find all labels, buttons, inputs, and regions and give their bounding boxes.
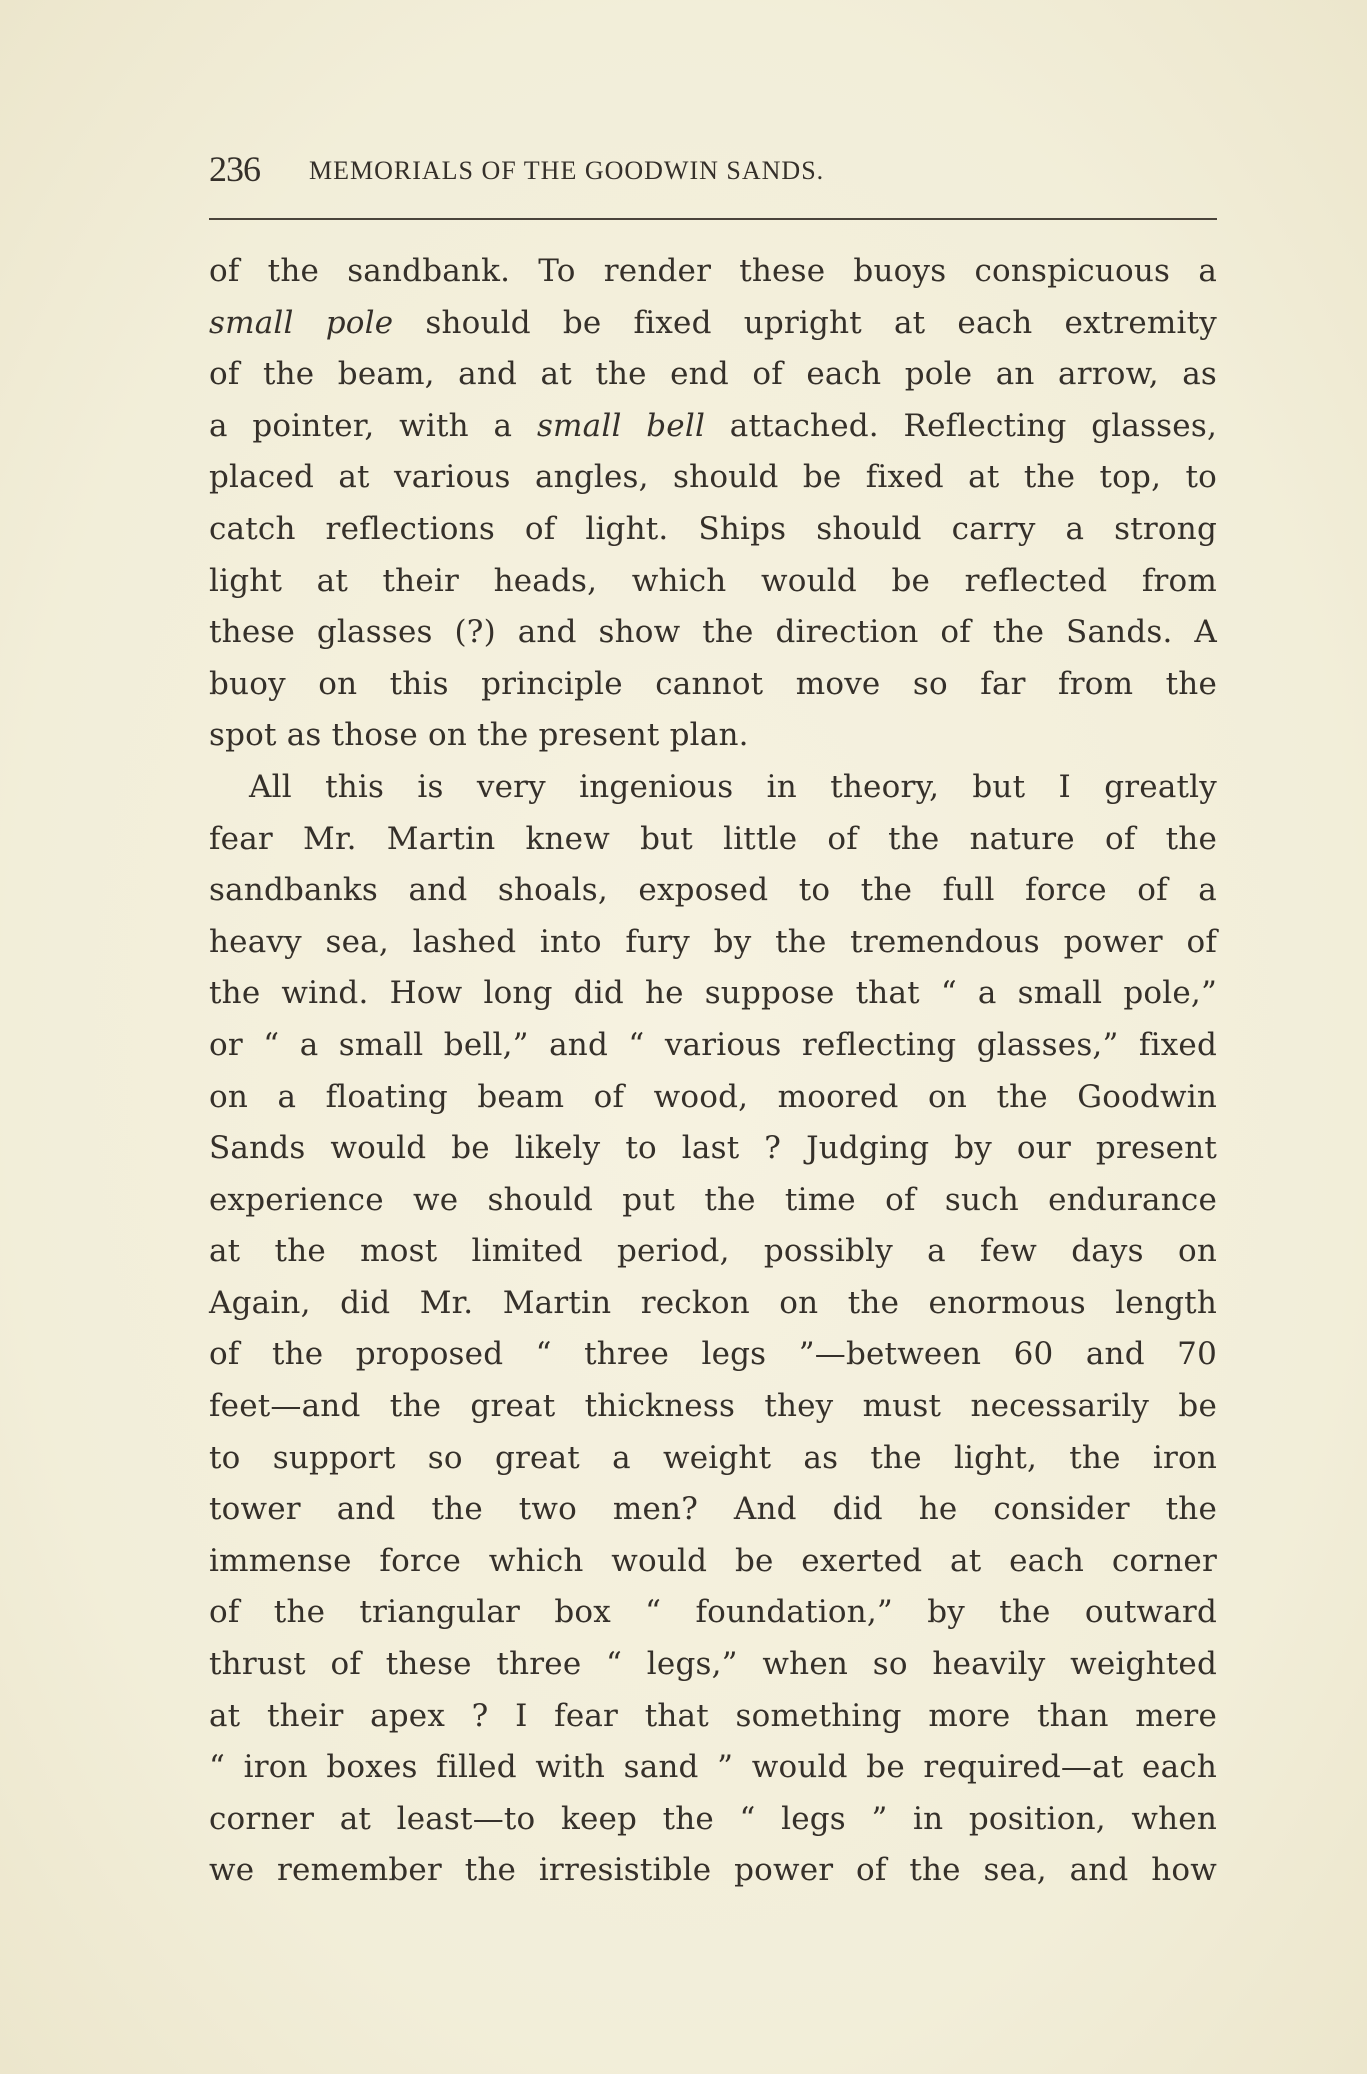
text-line	[209, 1175, 1217, 1227]
text-line	[209, 1123, 1217, 1175]
text-line	[209, 1329, 1217, 1381]
page-number: 236	[209, 149, 260, 189]
text-line	[209, 504, 1217, 556]
line-text: we remember the irresistible power of the sea, and how	[209, 1852, 1217, 1889]
line-text: thrust of these three “ legs,” when so heavily weighted	[209, 1646, 1217, 1683]
text-line	[209, 1691, 1217, 1743]
italic-phrase: small bell	[536, 407, 706, 444]
text-line	[209, 917, 1217, 969]
line-text: Again, did Mr. Martin reckon on the enormous length	[209, 1284, 1217, 1321]
text-line	[209, 968, 1217, 1020]
line-text: at their apex ? I fear that something more than mere	[209, 1697, 1217, 1734]
line-text: spot as those on the present plan.	[209, 717, 749, 754]
line-text: attached. Reflecting glasses,	[705, 407, 1217, 444]
text-line	[209, 349, 1217, 401]
text-line	[209, 1536, 1217, 1588]
line-text: of the triangular box “ foundation,” by the outward	[209, 1594, 1217, 1631]
line-text: fear Mr. Martin knew but little of the nature of the	[209, 820, 1217, 857]
line-text: immense force which would be exerted at each corner	[209, 1542, 1217, 1579]
line-text: “ iron boxes filled with sand ” would be required—at each	[209, 1749, 1217, 1786]
line-text: or “ a small bell,” and “ various reflecting glasses,” fixed	[209, 1026, 1217, 1063]
line-text: heavy sea, lashed into fury by the tremendous power of	[209, 923, 1217, 960]
text-line	[209, 1072, 1217, 1124]
text-line	[209, 865, 1217, 917]
line-text: catch reflections of light. Ships should carry a strong	[209, 510, 1217, 547]
italic-phrase: small pole	[209, 304, 394, 341]
text-line	[209, 1278, 1217, 1330]
body-text	[209, 246, 1217, 1897]
line-text: these glasses (?) and show the direction of the Sands. A	[209, 614, 1217, 651]
line-text: light at their heads, which would be reflected from	[209, 562, 1217, 599]
line-text: at the most limited period, possibly a few days on	[209, 1233, 1217, 1270]
text-line	[209, 659, 1217, 711]
line-text: of the proposed “ three legs ”—between 60 and 70	[209, 1336, 1217, 1373]
line-text: corner at least—to keep the “ legs ” in position, when	[209, 1800, 1217, 1837]
text-line	[209, 1639, 1217, 1691]
line-text: tower and the two men? And did he consider the	[209, 1491, 1217, 1528]
line-text: All this is very ingenious in theory, but I greatly	[249, 768, 1217, 805]
running-title: MEMORIALS OF THE GOODWIN SANDS.	[309, 156, 825, 185]
text-line	[209, 1845, 1217, 1897]
text-line	[209, 298, 1217, 350]
text-line	[209, 762, 1217, 814]
line-text: of the sandbank. To render these buoys conspicuous a	[209, 253, 1217, 289]
line-text: on a floating beam of wood, moored on the Goodwin	[209, 1078, 1217, 1115]
line-text: buoy on this principle cannot move so far from the	[209, 665, 1217, 702]
text-line	[209, 1381, 1217, 1433]
line-text: a pointer, with a	[209, 407, 537, 444]
line-text: to support so great a weight as the light, the iron	[209, 1439, 1217, 1476]
page-header	[209, 148, 1217, 192]
text-line	[209, 1794, 1217, 1846]
line-text: sandbanks and shoals, exposed to the full force of a	[209, 872, 1217, 909]
text-line	[209, 1742, 1217, 1794]
line-text: of the beam, and at the end of each pole an arrow, as	[209, 356, 1217, 393]
line-text: experience we should put the time of such endurance	[209, 1181, 1217, 1218]
text-line	[209, 1587, 1217, 1639]
text-line	[209, 401, 1217, 453]
line-text: should be fixed upright at each extremity	[393, 304, 1217, 341]
text-line	[209, 1226, 1217, 1278]
line-text: placed at various angles, should be fixed at the top, to	[209, 459, 1217, 496]
text-line	[209, 607, 1217, 659]
text-line	[209, 246, 1217, 298]
text-line	[209, 1484, 1217, 1536]
text-line	[209, 710, 1217, 762]
header-rule	[209, 218, 1217, 220]
text-line	[209, 556, 1217, 608]
line-text: Sands would be likely to last ? Judging by our present	[209, 1130, 1217, 1167]
text-line	[209, 814, 1217, 866]
text-line	[209, 452, 1217, 504]
text-line	[209, 1020, 1217, 1072]
text-line	[209, 1433, 1217, 1485]
line-text: the wind. How long did he suppose that “ a small pole,”	[209, 975, 1217, 1012]
line-text: feet—and the great thickness they must necessarily be	[209, 1388, 1217, 1425]
